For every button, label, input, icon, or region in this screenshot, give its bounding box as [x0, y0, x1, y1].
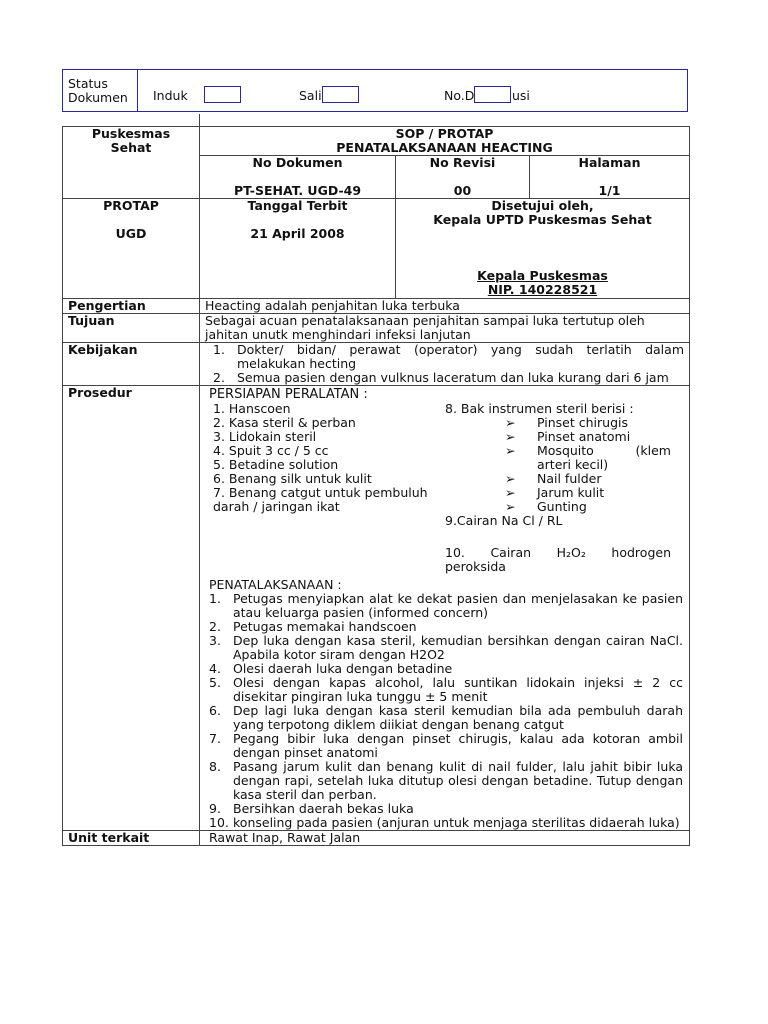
- persiapan-title: PERSIAPAN PERALATAN :: [209, 386, 368, 402]
- sop-table: [62, 114, 690, 846]
- sop-title-1: SOP / PROTAP: [395, 125, 494, 141]
- persiapan-item: 1. Hanscoen: [213, 400, 291, 416]
- step-item: 7. Pegang bibir luka dengan pinset chirugis, kalau ada kotoran ambil dengan pinset anatomi: [209, 730, 683, 760]
- sop-title-2: PENATALAKSANAAN HEACTING: [336, 139, 553, 155]
- arrow-bullet-icon: ➢: [505, 414, 516, 430]
- induk-label: Induk: [153, 88, 188, 103]
- bak-instrumen-title: 8. Bak instrumen steril berisi :: [445, 400, 634, 416]
- unit-terkait-value: Rawat Inap, Rawat Jalan: [200, 830, 690, 845]
- step-item: 8. Pasang jarum kulit dan benang kulit di nail fulder, lalu jahit bibir luka dengan rapi, setelah luka ditutup olesi dengan betadine. Tutup dengan kasa steril dan perban.: [209, 758, 683, 802]
- arrow-bullet-icon: ➢: [505, 428, 516, 444]
- no-revisi-label: No Revisi: [429, 154, 496, 170]
- no-dokumen-cell: [200, 155, 396, 198]
- protap-label: PROTAP: [103, 197, 159, 213]
- step-item: 6. Dep lagi luka dengan kasa steril kemudian bila ada pembuluh darah yang terpotong diklem diikiat dengan benang catgut: [209, 702, 683, 732]
- tujuan-label: Tujuan: [63, 313, 200, 342]
- prosedur-content: [200, 385, 690, 830]
- step-item: 2. Petugas memakai handscoen: [209, 618, 417, 634]
- bak-item: ➢ Pinset chirugis: [505, 414, 628, 430]
- no-dokumen-label: No Dokumen: [252, 154, 343, 170]
- disetujui-cell: [396, 198, 690, 298]
- tanggal-cell: [200, 198, 396, 298]
- bak-item: ➢ Mosquito (klem arteri kecil): [505, 442, 671, 472]
- step-item: 10. konseling pada pasien (anjuran untuk menjaga sterilitas didaerah luka): [209, 814, 680, 830]
- status-divider: [137, 70, 138, 111]
- salinan-label: Sali: [299, 88, 322, 103]
- cairan-h2o2-cont: peroksida: [445, 558, 506, 574]
- no-distribusi-label-left: No.D: [444, 88, 475, 103]
- nip: NIP. 140228521: [487, 281, 598, 297]
- pengertian-row: [63, 298, 690, 313]
- bak-item: ➢ Gunting: [505, 498, 587, 514]
- disetujui-label: Disetujui oleh,: [491, 197, 594, 213]
- status-label: Status Dokumen: [68, 76, 128, 105]
- halaman-label: Halaman: [578, 154, 641, 170]
- penatalaksanaan-title: PENATALAKSANAAN :: [209, 576, 342, 592]
- persiapan-item: 2. Kasa steril & perban: [213, 414, 356, 430]
- no-revisi-cell: [396, 155, 530, 198]
- arrow-bullet-icon: ➢: [505, 442, 516, 458]
- bak-item: ➢ Nail fulder: [505, 470, 602, 486]
- bak-instrumen-list: [445, 416, 671, 514]
- arrow-bullet-icon: ➢: [505, 470, 516, 486]
- induk-checkbox[interactable]: [204, 86, 241, 103]
- bak-item: ➢ Pinset anatomi: [505, 428, 631, 444]
- pengertian-label: Pengertian: [63, 298, 200, 313]
- no-distribusi-checkbox[interactable]: [474, 86, 511, 103]
- prosedur-label: Prosedur: [63, 385, 200, 830]
- arrow-bullet-icon: ➢: [505, 484, 516, 500]
- persiapan-item: 7. Benang catgut untuk pembuluh darah / jaringan ikat: [213, 484, 428, 514]
- bak-item: ➢ Jarum kulit: [505, 484, 605, 500]
- kebijakan-text: Dokter/ bidan/ perawat (operator) yang sudah terlatih dalam melakukan hecting: [237, 341, 684, 371]
- kebijakan-list: [200, 342, 690, 385]
- kebijakan-label: Kebijakan: [63, 342, 200, 385]
- cairan-nacl: 9.Cairan Na Cl / RL: [445, 512, 563, 528]
- step-item: 4. Olesi daerah luka dengan betadine: [209, 660, 453, 676]
- spacer-row: [63, 114, 690, 126]
- kebijakan-text: Semua pasien dengan vulknus laceratum dan luka kurang dari 6 jam: [237, 369, 669, 385]
- status-dokumen-box: [62, 69, 688, 112]
- unit-ugd: UGD: [115, 225, 147, 241]
- no-revisi-value: 00: [453, 182, 472, 198]
- arrow-bullet-icon: ➢: [505, 498, 516, 514]
- salinan-checkbox[interactable]: [322, 86, 359, 103]
- no-dokumen-value: PT-SEHAT. UGD-49: [233, 182, 362, 198]
- kepala-puskesmas: Kepala Puskesmas: [477, 267, 608, 283]
- persiapan-columns: [209, 402, 683, 574]
- persiapan-item: 5. Betadine solution: [213, 456, 339, 472]
- kebijakan-num: 2.: [213, 369, 225, 385]
- kebijakan-item: [205, 343, 684, 371]
- disetujui-org: Kepala UPTD Puskesmas Sehat: [433, 211, 652, 227]
- unit-terkait-label: Unit terkait: [63, 830, 200, 845]
- tujuan-value: Sebagai acuan penatalaksanaan penjahitan sampai luka tertutup oleh jahitan unutk menghindari infeksi lanjutan: [200, 313, 690, 342]
- persiapan-item: 3. Lidokain steril: [213, 428, 317, 444]
- kebijakan-item: [205, 371, 684, 385]
- persiapan-left: [209, 402, 443, 574]
- step-item: 3. Dep luka dengan kasa steril, kemudian bersihkan dengan cairan NaCl. Apabila kotor siram dengan H2O2: [209, 632, 683, 662]
- sop-title: [200, 126, 690, 155]
- tujuan-row: [63, 313, 690, 342]
- step-item: 9. Bersihkan daerah bekas luka: [209, 800, 414, 816]
- penatalaksanaan-steps: [209, 592, 683, 830]
- halaman-cell: [530, 155, 690, 198]
- kebijakan-row: [63, 342, 690, 385]
- persiapan-item: 6. Benang silk untuk kulit: [213, 470, 372, 486]
- persiapan-item: 4. Spuit 3 cc / 5 cc: [213, 442, 329, 458]
- title-row: [63, 126, 690, 155]
- prosedur-row: [63, 385, 690, 830]
- pengertian-value: Heacting adalah penjahitan luka terbuka: [200, 298, 690, 313]
- kebijakan-num: 1.: [213, 341, 225, 357]
- protap-cell: [63, 198, 200, 298]
- tanggal-value: 21 April 2008: [250, 225, 345, 241]
- unit-terkait-row: [63, 830, 690, 845]
- cairan-h2o2: 10. Cairan H₂O₂ hodrogen: [445, 544, 671, 560]
- halaman-value: 1/1: [598, 182, 621, 198]
- institution-name: Puskesmas Sehat: [63, 126, 200, 198]
- tanggal-label: Tanggal Terbit: [247, 197, 348, 213]
- step-item: 5. Olesi dengan kapas alcohol, lalu suntikan lidokain injeksi ± 2 cc disekitar pingiran luka tunggu ± 5 menit: [209, 674, 683, 704]
- persiapan-right: [445, 402, 671, 574]
- approval-row: [63, 198, 690, 298]
- step-item: 1. Petugas menyiapkan alat ke dekat pasien dan menjelasakan ke pasien atau keluarga pasien (informed concern): [209, 590, 683, 620]
- no-distribusi-label-right: usi: [512, 88, 530, 103]
